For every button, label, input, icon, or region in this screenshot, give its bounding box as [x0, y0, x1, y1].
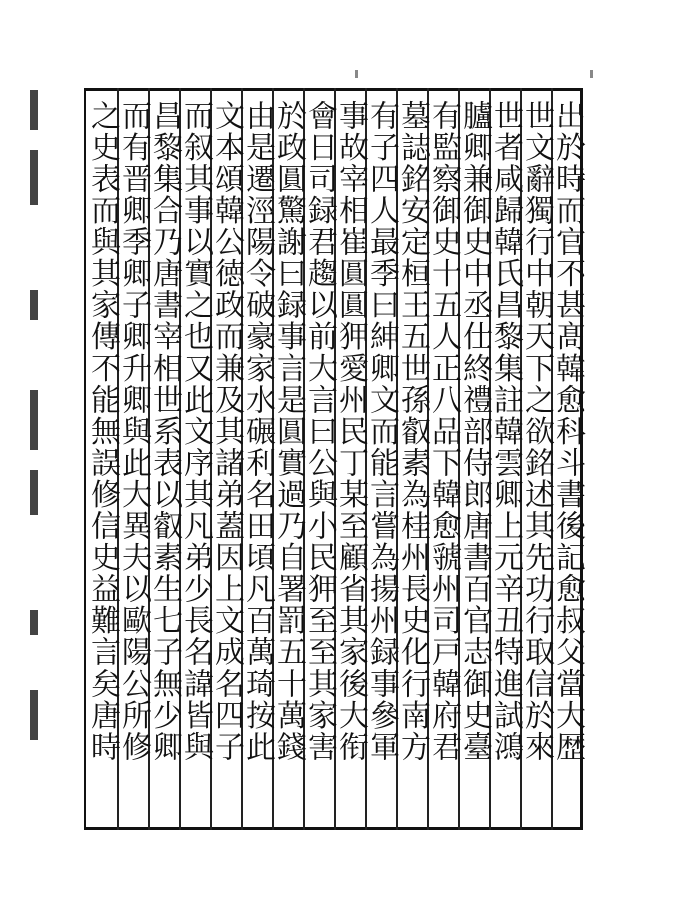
text-column: 事故宰相崔圓圓狎愛州民丁某至顧省其家後大衔: [333, 100, 368, 763]
text-column: 而有晋卿季卿子卿升卿與此大異夫以歐陽公所修: [116, 100, 151, 763]
text-column: 有子四人最季曰紳卿文而能言嘗為揚州録事參軍: [364, 100, 399, 763]
text-column: 臚卿兼御史中丞仕終禮部侍郎唐書百官志御史臺: [457, 100, 492, 763]
text-column: 會日司録君趨以前大言曰公與小民狎至至其家害: [302, 100, 337, 763]
top-margin-mark: [355, 70, 358, 78]
text-column: 世者咸歸韓氏昌黎集註韓雲卿上元辛丑特進試鴻: [488, 100, 523, 763]
text-column: 而叙其事以實之也又此文序其凡弟少長名諱皆與: [178, 100, 213, 763]
text-column: 文本頌韓公徳政而兼及其諸弟蓋因上文成名四子: [209, 100, 244, 763]
text-column: 由是遷涇陽令破豪家水碾利名田頃凡百萬琦按此: [240, 100, 275, 763]
text-column: 昌黎集合乃唐書宰相世系表以叡素生七子無少卿: [147, 100, 182, 763]
top-margin-mark: [590, 70, 593, 78]
text-column: 出於時而官不甚髙韓愈科斗書後記愈叔父當大歴: [550, 100, 585, 763]
text-column: 世文辭獨行中朝天下之欲銘述其先功行取信於來: [519, 100, 554, 763]
text-column: 於政圓驚謝曰録事言是圓實過乃自署罰五十萬錢: [271, 100, 306, 763]
text-column: 墓誌銘安定桓王五世孫叡素為桂州長史化行南方: [395, 100, 430, 763]
text-column: 之史表而與其家傳不能無誤修信史益難言矣唐時: [85, 100, 120, 763]
text-column: 有監察御史十五人正八品下韓愈虢州司戸韓府君: [426, 100, 461, 763]
left-margin-marks: [30, 90, 40, 830]
